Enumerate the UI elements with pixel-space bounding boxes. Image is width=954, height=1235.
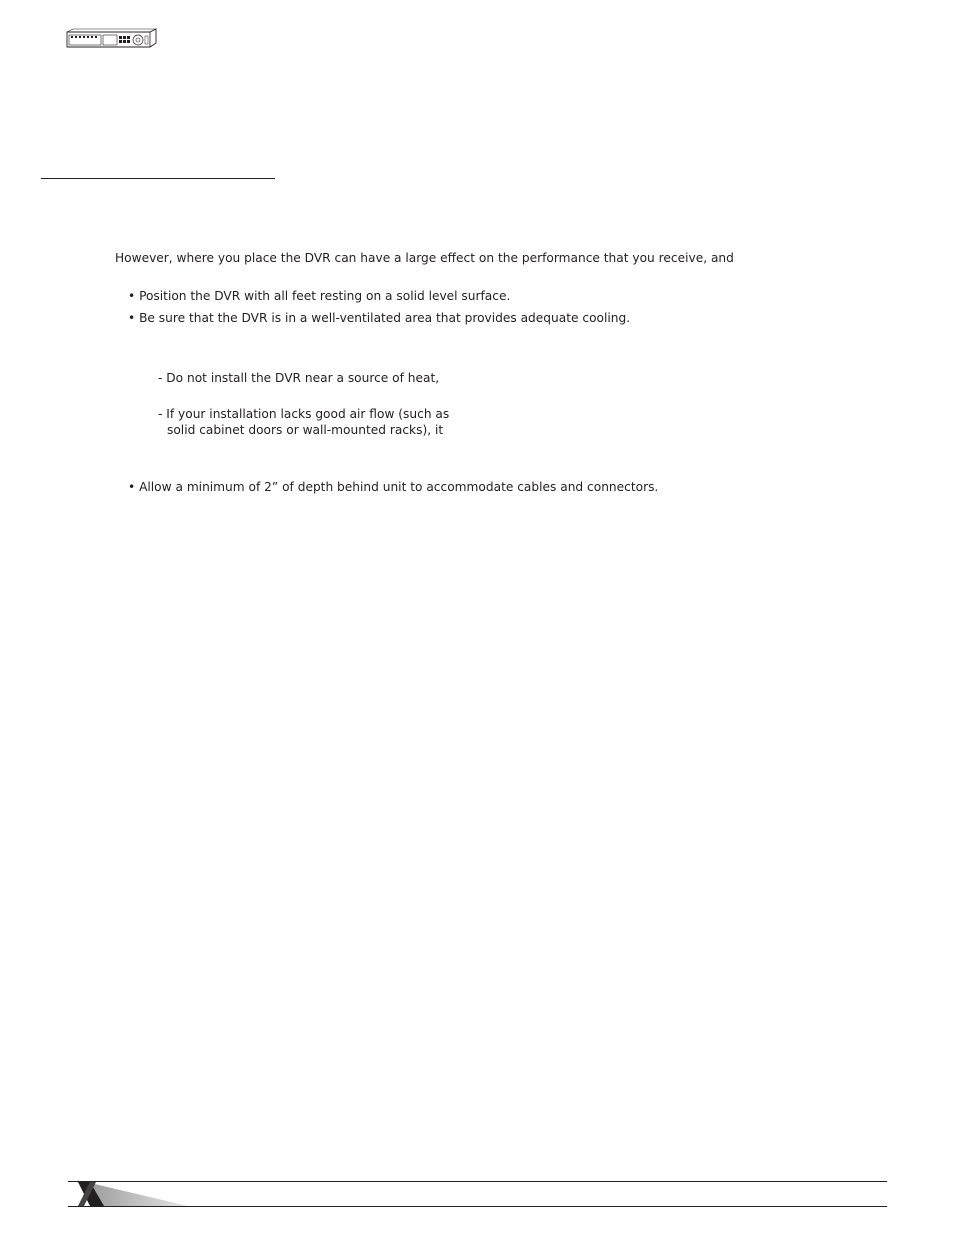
sub-item-heat-source: - Do not install the DVR near a source of heat,: [158, 371, 440, 385]
dvr-unit-icon: [66, 28, 158, 48]
intro-paragraph: However, where you place the DVR can have a large effect on the performance that you receive, and: [115, 251, 734, 265]
footer-rule-bottom: [68, 1206, 887, 1207]
footer-rule-top: [68, 1181, 887, 1182]
bullet-level-surface: • Position the DVR with all feet resting on a solid level surface.: [128, 289, 511, 303]
bullet-ventilation: • Be sure that the DVR is in a well-ventilated area that provides adequate cooling.: [128, 311, 631, 325]
sub-item-air-flow: - If your installation lacks good air flow (such as: [158, 407, 450, 421]
section-heading-rule: [41, 178, 275, 179]
bullet-rear-clearance: • Allow a minimum of 2” of depth behind unit to accommodate cables and connectors.: [128, 480, 659, 494]
brand-wedge-logo: [68, 1181, 188, 1208]
sub-item-air-flow-continued: solid cabinet doors or wall-mounted racks), it: [167, 423, 444, 437]
